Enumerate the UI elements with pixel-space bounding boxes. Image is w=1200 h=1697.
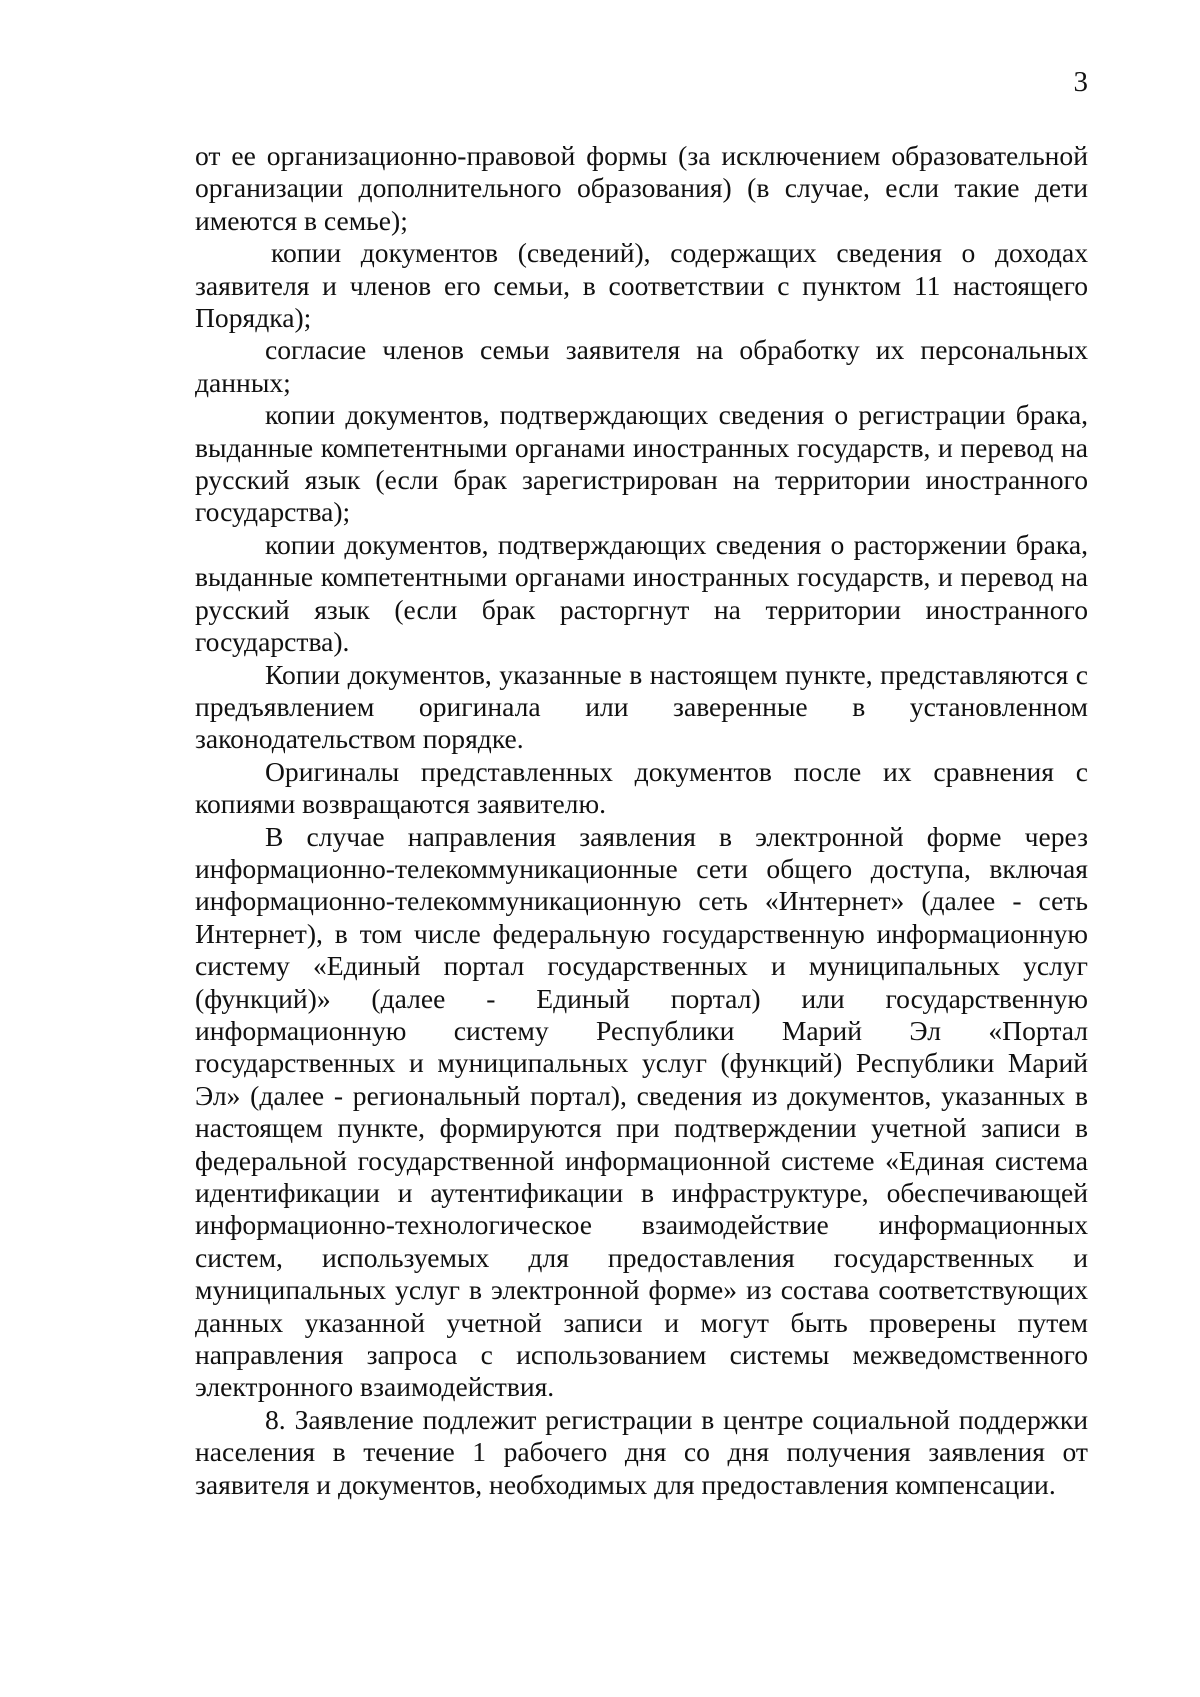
paragraph-originals: Оригиналы представленных документов после их сравнения с копиями возвращаются заявителю. bbox=[195, 755, 1088, 820]
page-number: 3 bbox=[1073, 66, 1088, 98]
paragraph-copies: Копии документов, указанные в настоящем пункте, представляются с предъявлением оригинала или заверенные в установленном законодательством порядке. bbox=[195, 658, 1088, 755]
document-body bbox=[195, 140, 1088, 1501]
paragraph-continuation: от ее организационно-правовой формы (за исключением образовательной организации дополнительного образования) (в случае, если такие дети имеются в семье); bbox=[195, 140, 1088, 236]
paragraph-electronic-form: В случае направления заявления в электронной форме через информационно-телекоммуникационные сети общего доступа, включая информационно-телекоммуникационную сеть «Интернет» (далее - сеть Интернет), в том числе федеральную государственную информационную систему «Единый портал государственных и муниципальных услуг (функций)» (далее - Единый портал) или государственную информационную систему Республики Марий Эл «Портал государственных и муниципальных услуг (функций) Республики Марий Эл» (далее - региональный портал), сведения из документов, указанных в настоящем пункте, формируются при подтверждении учетной записи в федеральной государственной информационной системе «Единая система идентификации и аутентификации в инфраструктуре, обеспечивающей информационно-технологическое взаимодействие информационных систем, используемых для предоставления государственных и муниципальных услуг в электронной форме» из состава соответствующих данных указанной учетной записи и могут быть проверены путем направления запроса с использованием системы межведомственного электронного взаимодействия. bbox=[195, 820, 1088, 1403]
paragraph-income-documents: копии документов (сведений), содержащих сведения о доходах заявителя и членов его семьи, в соответствии с пунктом 11 настоящего Порядка); bbox=[195, 237, 1088, 334]
paragraph-marriage-registration: копии документов, подтверждающих сведения о регистрации брака, выданные компетентными органами иностранных государств, и перевод на русский язык (если брак зарегистрирован на территории иностранного государства); bbox=[195, 399, 1088, 528]
paragraph-consent: согласие членов семьи заявителя на обработку их персональных данных; bbox=[195, 334, 1088, 398]
paragraph-item-8: 8. Заявление подлежит регистрации в центре социальной поддержки населения в течение 1 рабочего дня со дня получения заявления от заявителя и документов, необходимых для предоставления компенсации. bbox=[195, 1403, 1088, 1500]
paragraph-marriage-dissolution: копии документов, подтверждающих сведения о расторжении брака, выданные компетентными органами иностранных государств, и перевод на русский язык (если брак расторгнут на территории иностранного государства). bbox=[195, 528, 1088, 658]
